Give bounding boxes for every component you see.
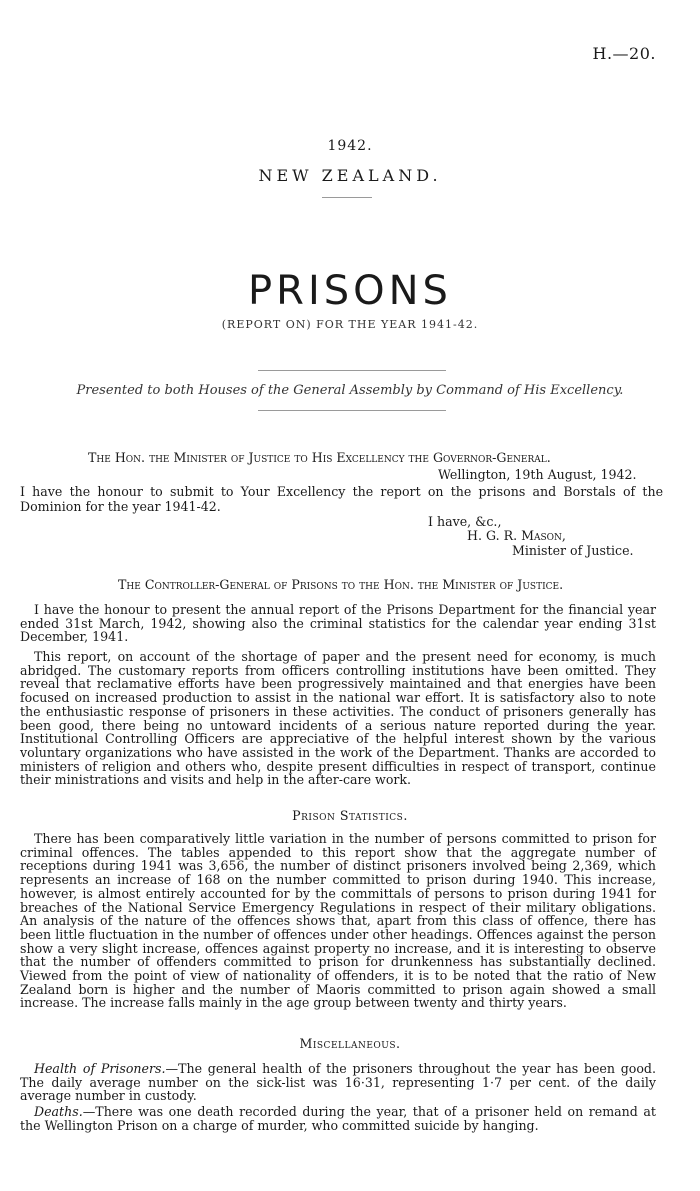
divider-short xyxy=(322,197,372,198)
letter2-paragraph-2: This report, on account of the shortage of paper and the present need for economy, is much abridged. The customary reports from officers controlling institutions have been omitted. They reveal that reclamative efforts have been progressively maintained and that energies have been focused on increased production to assist in the national war effort. It is satisfactory also to note the enthusiastic response of prisoners in these activities. The conduct of prisoners generally has been good, there being no untoward incidents of a serious nature reported during the year. Institutional Controlling Officers are appreciative of the helpful interest shown by the various voluntary organizations who have assisted in the work of the Department. Thanks are accorded to ministers of religion and others who, despite present difficulties in respect of transport, continue their ministrations and visits and help in the after-care work. xyxy=(20,649,656,788)
letter1-body-line2: Dominion for the year 1941-42. xyxy=(20,499,221,514)
letter1-body-line1: I have the honour to submit to Your Excellency the report on the prisons and Borstals of the xyxy=(20,484,664,499)
document-subtitle: (REPORT ON) FOR THE YEAR 1941-42. xyxy=(221,318,479,331)
deaths-text: —There was one death recorded during the year, that of a prisoner held on remand at the Wellington Prison on a charge of murder, who committed suicide by hanging. xyxy=(20,1104,656,1133)
health-paragraph xyxy=(20,1062,656,1103)
parliamentary-paper-reference: H.—20. xyxy=(592,44,656,63)
deaths-label: Deaths. xyxy=(34,1104,83,1119)
letter2-paragraph-1: I have the honour to present the annual report of the Prisons Department for the financial year ended 31st March, 1942, showing also the criminal statistics for the calendar year ending 31st December, 1941. xyxy=(20,602,656,645)
document-title: PRISONS xyxy=(248,268,452,314)
health-text: —The general health of the prisoners throughout the year has been good. The daily average number on the sick-list was 16·31, representing 1·7 per cent. of the daily average number in custody. xyxy=(20,1061,656,1104)
divider-upper xyxy=(258,370,446,371)
statistics-paragraph: There has been comparatively little variation in the number of persons committed to prison for criminal offences. The tables appended to this report show that the aggregate number of receptions during 1941 was 3,656, the number of distinct prisoners involved being 2,369, which represents an increase of 168 on the number committed to prison during 1940. This increase, however, is almost entirely accounted for by the committals of persons to prison during 1941 for breaches of the National Service Emergency Regulations in respect of their military obligations. An analysis of the nature of the offences shows that, apart from this class of offence, there has been little fluctuation in the number of offences under other headings. Offences against the person show a very slight increase, offences against property no increase, and it is interesting to observe that the number of offenders committed to prison for drunkenness has substantially declined. Viewed from the point of view of nationality of offenders, it is to be noted that the ratio of New Zealand born is higher and the number of Maoris committed to prison again showed a small increase. The increase falls mainly in the age group between twenty and thirty years. xyxy=(20,831,656,1011)
statistics-heading: Prison Statistics. xyxy=(292,808,408,823)
deaths-paragraph xyxy=(20,1105,656,1132)
letter1-signature-title: Minister of Justice. xyxy=(512,543,634,558)
miscellaneous-heading: Miscellaneous. xyxy=(299,1036,401,1051)
presented-note: Presented to both Houses of the General Assembly by Command of His Excellency. xyxy=(76,383,624,398)
health-label: Health of Prisoners. xyxy=(34,1061,166,1076)
cover-year: 1942. xyxy=(327,138,373,154)
letter1-address: The Hon. the Minister of Justice to His Excellency the Governor-General. xyxy=(88,450,551,465)
letter2-address: The Controller-General of Prisons to the Hon. the Minister of Justice. xyxy=(118,577,564,592)
divider-lower xyxy=(258,410,446,411)
cover-country: NEW ZEALAND. xyxy=(258,166,442,185)
letter1-signature: H. G. R. Mason, xyxy=(467,528,566,543)
letter1-closing: I have, &c., xyxy=(428,514,502,529)
letter1-place-date: Wellington, 19th August, 1942. xyxy=(438,467,637,482)
